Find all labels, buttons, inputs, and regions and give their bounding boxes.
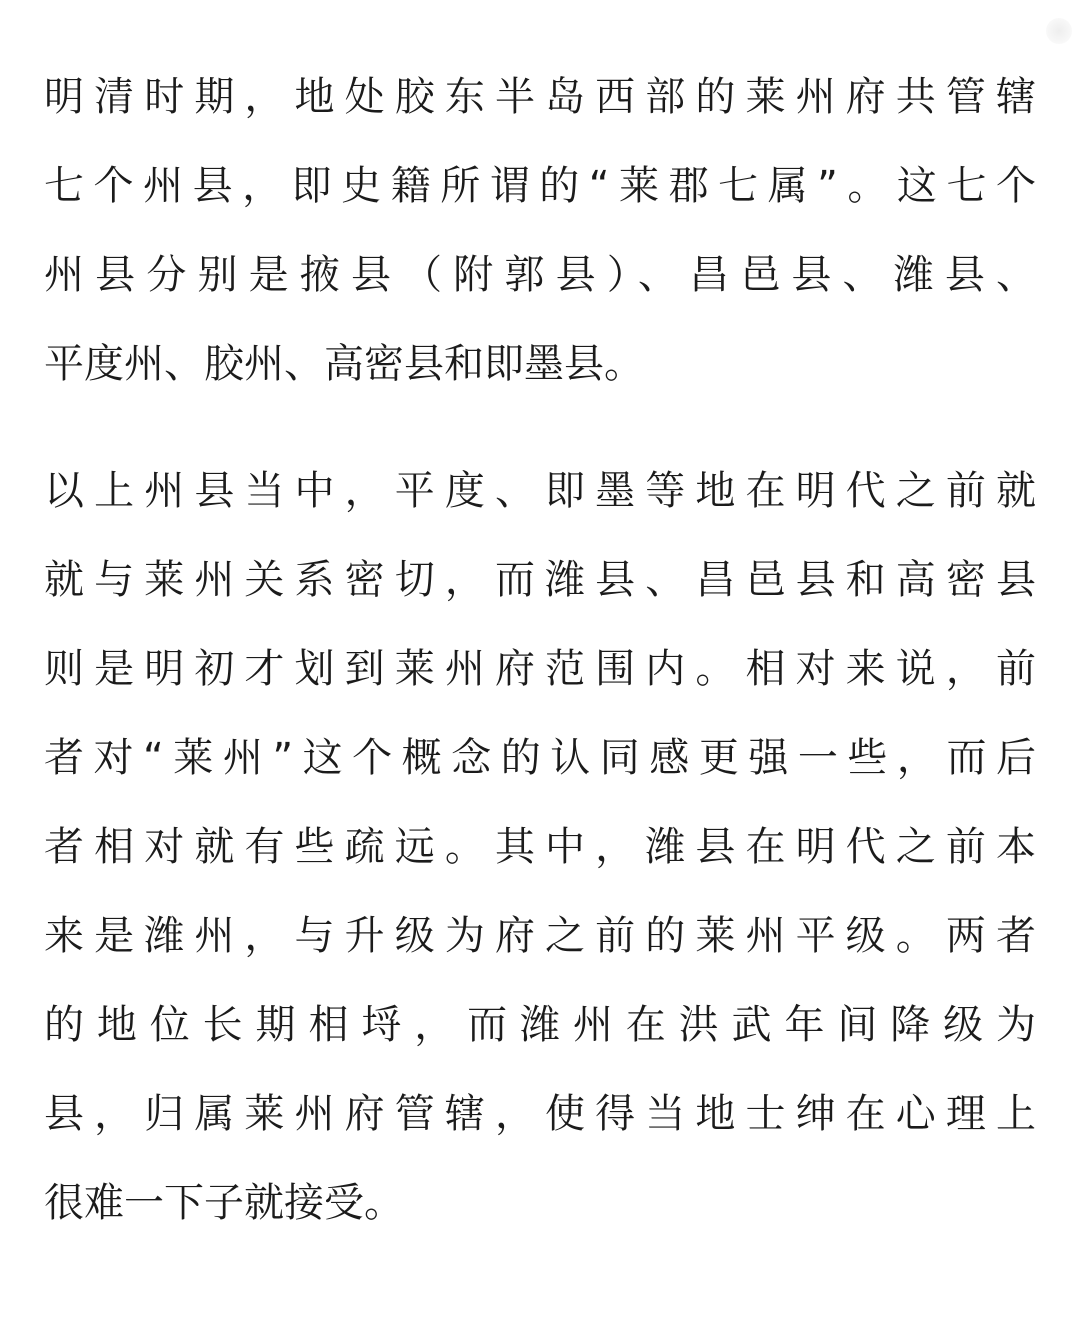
text-line: 者相对就有些疏远。其中，潍县在明代之前本	[44, 824, 1036, 870]
paragraph-2	[44, 447, 1036, 1248]
text-line: 来是潍州，与升级为府之前的莱州平级。两者	[44, 913, 1036, 959]
corner-watermark-mark	[1046, 18, 1072, 44]
text-line: 七个州县，即史籍所谓的“莱郡七属”。这七个	[44, 163, 1036, 209]
text-line: 州县分别是掖县（附郭县）、昌邑县、潍县、	[44, 252, 1036, 298]
paragraph-1	[44, 53, 1036, 409]
text-line: 明清时期，地处胶东半岛西部的莱州府共管辖	[44, 74, 1036, 120]
text-line: 则是明初才划到莱州府范围内。相对来说，前	[44, 646, 1036, 692]
text-line: 很难一下子就接受。	[44, 1180, 404, 1226]
text-line: 县，归属莱州府管辖，使得当地士绅在心理上	[44, 1091, 1036, 1137]
text-line: 以上州县当中，平度、即墨等地在明代之前就	[44, 468, 1036, 514]
text-line: 者对“莱州”这个概念的认同感更强一些，而后	[44, 735, 1036, 781]
text-line: 就与莱州关系密切，而潍县、昌邑县和高密县	[44, 557, 1036, 603]
text-line: 的地位长期相埒，而潍州在洪武年间降级为	[44, 1002, 1036, 1048]
text-line: 平度州、胶州、高密县和即墨县。	[44, 341, 644, 387]
